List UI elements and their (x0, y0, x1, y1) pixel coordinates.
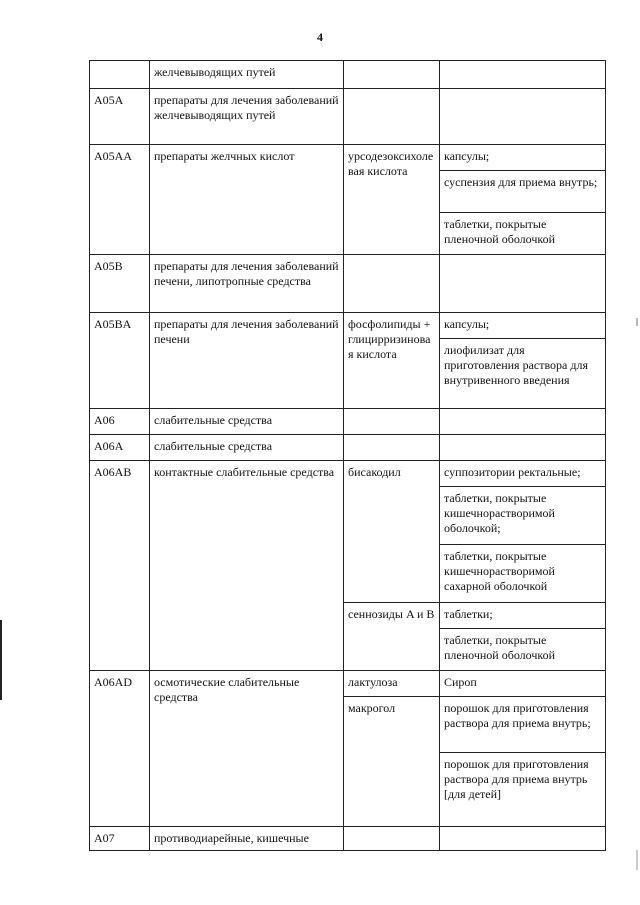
atc-code-cell (90, 61, 150, 89)
group-name-cell: препараты желчных кислот (150, 145, 344, 255)
drug-name-cell: урсодезоксихолевая кислота (344, 145, 440, 255)
dosage-form-cell (440, 61, 606, 89)
table-row (90, 61, 606, 89)
drug-name-cell (344, 61, 440, 89)
dosage-form-cell (440, 827, 606, 851)
group-name-cell: противодиарейные, кишечные (150, 827, 344, 851)
dosage-form-cell: Сироп (440, 671, 606, 697)
dosage-form-cell (440, 409, 606, 435)
atc-code-cell: A05AA (90, 145, 150, 255)
table-row (90, 255, 606, 313)
table-row (90, 313, 606, 339)
atc-code-cell: A06AD (90, 671, 150, 827)
drug-name-cell: макрогол (344, 697, 440, 827)
atc-code-cell: A06 (90, 409, 150, 435)
atc-code-cell: A06AB (90, 461, 150, 671)
page-number: 4 (317, 30, 323, 44)
dosage-form-cell: порошок для приготовления раствора для приема внутрь; (440, 697, 606, 753)
dosage-form-cell: капсулы; (440, 313, 606, 339)
table-row (90, 409, 606, 435)
table-row (90, 89, 606, 145)
dosage-form-cell: суппозитории ректальные; (440, 461, 606, 487)
group-name-cell: препараты для лечения заболеваний печени, липотропные средства (150, 255, 344, 313)
dosage-form-cell: суспензия для приема внутрь; (440, 171, 606, 213)
dosage-form-cell: таблетки, покрытые кишечнорастворимой сахарной оболочкой (440, 545, 606, 603)
dosage-form-cell: таблетки, покрытые кишечнорастворимой оболочкой; (440, 487, 606, 545)
table-row (90, 827, 606, 851)
group-name-cell: контактные слабительные средства (150, 461, 344, 671)
atc-code-cell: A05A (90, 89, 150, 145)
table-row (90, 461, 606, 487)
group-name-cell: слабительные средства (150, 409, 344, 435)
drug-name-cell (344, 89, 440, 145)
drug-name-cell: лактулоза (344, 671, 440, 697)
drug-name-cell: бисакодил (344, 461, 440, 603)
dosage-form-cell: порошок для приготовления раствора для приема внутрь [для детей] (440, 753, 606, 827)
dosage-form-cell: капсулы; (440, 145, 606, 171)
dosage-form-cell (440, 89, 606, 145)
dosage-form-cell: таблетки, покрытые пленочной оболочкой (440, 213, 606, 255)
atc-code-cell: A06A (90, 435, 150, 461)
drug-name-cell: сеннозиды A и B (344, 603, 440, 671)
dosage-form-cell (440, 255, 606, 313)
atc-code-cell: A05BA (90, 313, 150, 409)
drug-name-cell (344, 435, 440, 461)
atc-code-cell: A05B (90, 255, 150, 313)
group-name-cell: осмотические слабительные средства (150, 671, 344, 827)
medicines-table (89, 60, 606, 851)
dosage-form-cell (440, 435, 606, 461)
drug-name-cell (344, 255, 440, 313)
dosage-form-cell: таблетки, покрытые пленочной оболочкой (440, 629, 606, 671)
drug-name-cell: фосфолипиды + глицирризиновая кислота (344, 313, 440, 409)
drug-name-cell (344, 827, 440, 851)
group-name-cell: препараты для лечения заболеваний печени (150, 313, 344, 409)
group-name-cell: препараты для лечения заболеваний желчевыводящих путей (150, 89, 344, 145)
dosage-form-cell: таблетки; (440, 603, 606, 629)
group-name-cell: слабительные средства (150, 435, 344, 461)
dosage-form-cell: лиофилизат для приготовления раствора для внутривенного введения (440, 339, 606, 409)
table-row (90, 671, 606, 697)
table-row (90, 435, 606, 461)
drug-name-cell (344, 409, 440, 435)
group-name-cell: желчевыводящих путей (150, 61, 344, 89)
atc-code-cell: A07 (90, 827, 150, 851)
table-row (90, 145, 606, 171)
